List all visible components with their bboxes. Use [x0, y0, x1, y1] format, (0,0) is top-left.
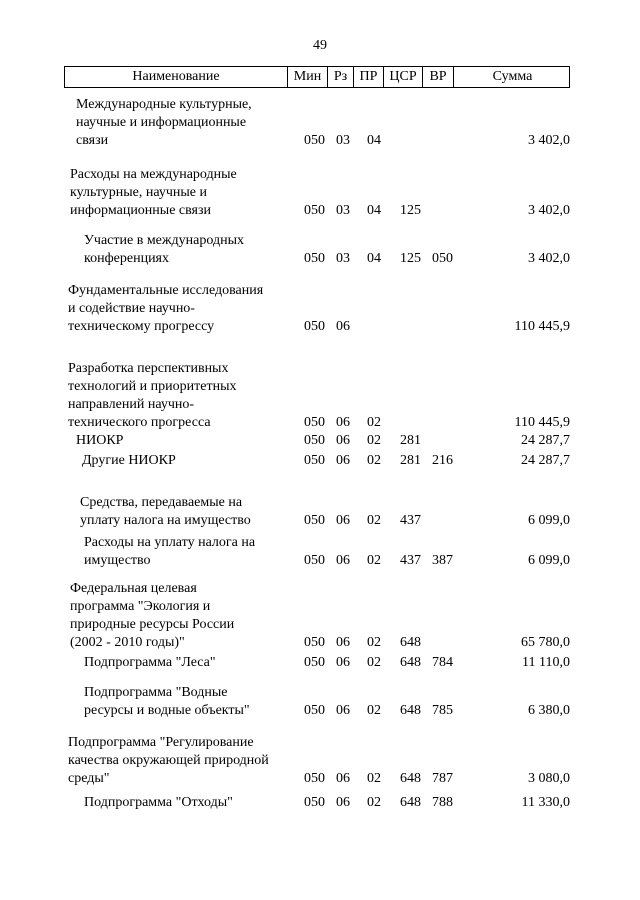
cell-pr: 02 — [367, 771, 381, 786]
cell-csr: 648 — [400, 795, 421, 810]
cell-pr: 04 — [367, 251, 381, 266]
page-number: 49 — [313, 38, 327, 53]
cell-sum: 110 445,9 — [514, 319, 570, 334]
row-name: Подпрограмма "Водные ресурсы и водные объекты" — [84, 685, 250, 718]
table-header — [64, 66, 570, 88]
cell-min: 050 — [304, 319, 325, 334]
cell-pr: 02 — [367, 415, 381, 430]
cell-min: 050 — [304, 133, 325, 148]
row-name: Фундаментальные исследования и содействие научно- техническому прогрессу — [68, 283, 264, 334]
row-name: Подпрограмма "Отходы" — [84, 795, 233, 810]
cell-pr: 02 — [367, 553, 381, 568]
table-row — [0, 432, 640, 450]
table-row — [0, 580, 640, 652]
cell-min: 050 — [304, 415, 325, 430]
row-name: Международные культурные, научные и информационные связи — [76, 97, 252, 148]
cell-sum: 24 287,7 — [521, 433, 570, 448]
cell-min: 050 — [304, 203, 325, 218]
cell-vr: 784 — [432, 655, 453, 670]
header-sum: Сумма — [492, 69, 533, 84]
cell-csr: 437 — [400, 513, 421, 528]
table-row — [0, 734, 640, 788]
row-name: Расходы на международные культурные, научные и информационные связи — [70, 167, 237, 218]
cell-sum: 3 402,0 — [528, 133, 570, 148]
row-name: Федеральная целевая программа "Экология и природные ресурсы России (2002 - 2010 годы)" — [70, 581, 235, 650]
cell-pr: 02 — [367, 453, 381, 468]
cell-vr: 050 — [432, 251, 453, 266]
cell-csr: 437 — [400, 553, 421, 568]
cell-min: 050 — [304, 703, 325, 718]
table-row — [0, 166, 640, 220]
cell-rz: 06 — [336, 415, 350, 430]
row-name: Другие НИОКР — [82, 453, 176, 468]
cell-csr: 648 — [400, 703, 421, 718]
header-name: Наименование — [65, 67, 288, 87]
cell-vr: 788 — [432, 795, 453, 810]
row-name: Разработка перспективных технологий и приоритетных направлений научно- технического прогресса — [68, 361, 237, 430]
cell-min: 050 — [304, 553, 325, 568]
cell-min: 050 — [304, 453, 325, 468]
table-row — [0, 494, 640, 530]
row-name: Средства, передаваемые на уплату налога на имущество — [80, 495, 251, 528]
cell-rz: 06 — [336, 433, 350, 448]
cell-csr: 281 — [400, 453, 421, 468]
cell-sum: 3 402,0 — [528, 203, 570, 218]
cell-rz: 06 — [336, 795, 350, 810]
cell-csr: 648 — [400, 635, 421, 650]
row-name: Подпрограмма "Леса" — [84, 655, 216, 670]
cell-sum: 3 080,0 — [528, 771, 570, 786]
cell-csr: 648 — [400, 655, 421, 670]
cell-min: 050 — [304, 795, 325, 810]
cell-rz: 06 — [336, 513, 350, 528]
header-min: Мин — [288, 67, 328, 87]
table-row — [0, 684, 640, 720]
cell-rz: 06 — [336, 553, 350, 568]
table-row — [0, 96, 640, 150]
cell-pr: 02 — [367, 703, 381, 718]
cell-vr: 787 — [432, 771, 453, 786]
cell-sum: 65 780,0 — [521, 635, 570, 650]
cell-rz: 03 — [336, 251, 350, 266]
cell-pr: 02 — [367, 795, 381, 810]
cell-min: 050 — [304, 771, 325, 786]
cell-pr: 04 — [367, 133, 381, 148]
cell-sum: 11 330,0 — [521, 795, 570, 810]
cell-rz: 06 — [336, 655, 350, 670]
cell-min: 050 — [304, 251, 325, 266]
cell-vr: 387 — [432, 553, 453, 568]
table-row — [0, 794, 640, 812]
cell-rz: 06 — [336, 635, 350, 650]
cell-csr: 648 — [400, 771, 421, 786]
row-name: Расходы на уплату налога на имущество — [84, 535, 256, 568]
header-csr: ЦСР — [384, 67, 423, 87]
cell-pr: 02 — [367, 635, 381, 650]
header-vr: ВР — [423, 67, 454, 87]
cell-sum: 6 099,0 — [528, 513, 570, 528]
cell-sum: 6 099,0 — [528, 553, 570, 568]
cell-pr: 04 — [367, 203, 381, 218]
cell-min: 050 — [304, 513, 325, 528]
table-row — [0, 654, 640, 672]
row-name: Участие в международных конференциях — [84, 233, 245, 266]
cell-csr: 125 — [400, 203, 421, 218]
cell-min: 050 — [304, 433, 325, 448]
header-rz: Рз — [328, 67, 354, 87]
cell-csr: 125 — [400, 251, 421, 266]
cell-sum: 24 287,7 — [521, 453, 570, 468]
cell-pr: 02 — [367, 433, 381, 448]
cell-csr: 281 — [400, 433, 421, 448]
header-pr: ПР — [354, 67, 384, 87]
cell-sum: 3 402,0 — [528, 251, 570, 266]
cell-sum: 6 380,0 — [528, 703, 570, 718]
cell-pr: 02 — [367, 655, 381, 670]
cell-min: 050 — [304, 655, 325, 670]
cell-rz: 06 — [336, 319, 350, 334]
cell-vr: 216 — [432, 453, 453, 468]
cell-pr: 02 — [367, 513, 381, 528]
cell-sum: 110 445,9 — [514, 415, 570, 430]
table-row — [0, 282, 640, 336]
table-row — [0, 360, 640, 432]
table-row — [0, 232, 640, 268]
cell-rz: 06 — [336, 771, 350, 786]
cell-min: 050 — [304, 635, 325, 650]
cell-rz: 03 — [336, 203, 350, 218]
cell-sum: 11 110,0 — [522, 655, 570, 670]
cell-rz: 03 — [336, 133, 350, 148]
row-name: НИОКР — [76, 433, 124, 448]
cell-vr: 785 — [432, 703, 453, 718]
cell-rz: 06 — [336, 703, 350, 718]
cell-rz: 06 — [336, 453, 350, 468]
table-row — [0, 534, 640, 570]
table-row — [0, 452, 640, 470]
row-name: Подпрограмма "Регулирование качества окружающей природной среды" — [68, 735, 269, 786]
